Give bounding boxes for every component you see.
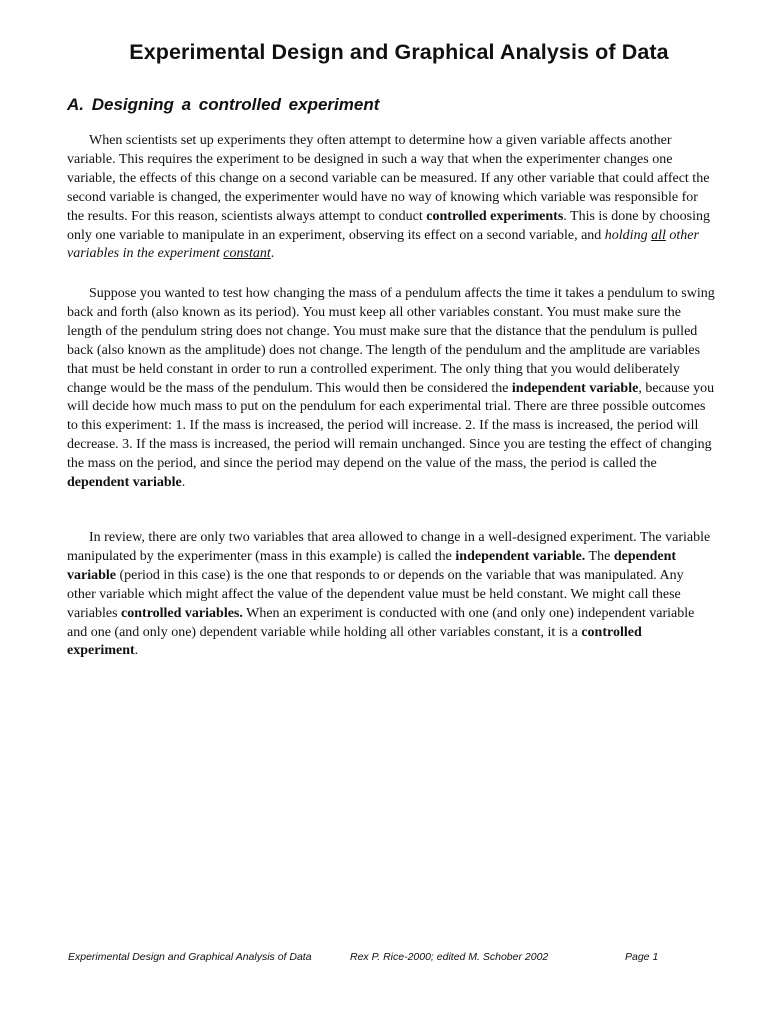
bold-term: dependent variable [67,475,182,491]
underlined-word: all [651,227,666,243]
footer-author: Rex P. Rice-2000; edited M. Schober 2002 [350,951,549,963]
text-span: When scientists set up experiments they often attempt to determine how a given variable affects another variable. This requires the experiment to be designed in such a way that when the experimenter changes one variable, the effects of this change on a second variable can be measured. If any other variable that could affect the second variable is changed, the experimenter would have no way of knowing which variable was responsible for the results. For this reason, scientists always attempt to conduct [67,133,710,224]
page-title: Experimental Design and Graphical Analysis of Data [129,40,669,64]
bold-term: independent variable [511,380,639,396]
bold-term: dependent variable [67,548,677,583]
bold-term: controlled experiments [426,208,564,224]
text-span: Suppose you wanted to test how changing the mass of a pendulum affects the time it takes a pendulum to swing back and forth (also known as its period). You must keep all other variables constant. You must make sure the length of the pendulum string does not change. You must make sure that the distance that the pendulum is pulled back (also known as the amplitude) does not change. The length of the pendulum and the amplitude are variables that must be held constant in order to run a controlled experiment. The only thing that you would deliberately change would be the mass of the pendulum. This would then be considered the [67,286,715,396]
section-heading: A. Designing a controlled experiment [67,95,380,114]
paragraph-3 [67,529,715,661]
text-span: (period in this case) is the one that responds to or depends on the variable that was manipulated. Any other variable which might affect the value of the dependent value must be held constant. We might call these variables [67,567,684,621]
text-span: . [181,475,186,491]
paragraph-1 [67,132,715,264]
text-span: When an experiment is conducted with one (and only one) independent variable and one (and only one) dependent variable while holding all other variables constant, it is a [67,605,695,640]
bold-term: controlled variables. [121,605,243,621]
text-span: The [585,548,614,564]
bold-term: independent variable. [455,548,586,564]
footer-page-number: Page 1 [625,951,659,963]
text-span: other variables in the experiment [67,227,699,262]
paragraph-2 [67,285,715,493]
text-span: In review, there are only two variables that area allowed to change in a well-designed experiment. The variable manipulated by the experimenter (mass in this example) is called the [67,530,711,564]
text-span: . [270,246,275,262]
text-span: holding [604,227,652,243]
footer-title: Experimental Design and Graphical Analysis of Data [68,951,312,963]
text-span: . [134,643,139,659]
text-span: , because you will decide how much mass to put on the pendulum for each experimental trial. There are three possible outcomes to this experiment: 1. If the mass is increased, the period will increase. 2. If the mass is increased, the period will decrease. 3. If the mass is increased, the period will remain unchanged. Since you are testing the effect of changing the mass on the period, and since the period may depend on the value of the mass, the period is called the [67,380,715,472]
text-span: . This is done by choosing only one variable to manipulate in an experiment, observing its effect on a second variable, and [67,208,711,243]
underlined-word: constant [223,246,271,262]
bold-term: controlled experiment [67,624,642,659]
